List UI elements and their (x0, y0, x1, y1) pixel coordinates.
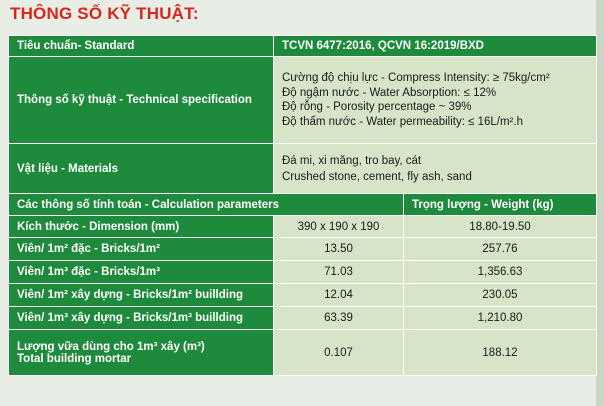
spec-absorption: Độ ngậm nước - Water Absorption: ≤ 12% (282, 86, 497, 99)
row-value: 12.04 (274, 284, 404, 307)
materials-en: Crushed stone, cement, fly ash, sand (282, 170, 472, 183)
spec-permeability: Độ thấm nước - Water permeability: ≤ 16L/m².h (282, 115, 523, 128)
table-row (9, 307, 597, 330)
row-weight: 230.05 (404, 284, 597, 307)
row-label: Kích thước - Dimension (mm) (9, 216, 274, 238)
background-strip (596, 0, 604, 406)
technical-values (274, 57, 597, 144)
spec-porosity: Độ rỗng - Porosity percentage ~ 39% (282, 101, 472, 113)
calc-header-row (9, 194, 597, 216)
page-title: THÔNG SỐ KỸ THUẬT: (10, 4, 199, 23)
materials-vi: Đá mi, xi măng, tro bay, cát (282, 154, 422, 167)
technical-row (9, 57, 597, 144)
materials-label: Vật liệu - Materials (9, 144, 274, 194)
row-label: Viên/ 1m² đặc - Bricks/1m² (9, 238, 274, 261)
spec-compress: Cường độ chịu lực - Compress Intensity: ≥ 75kg/cm² (282, 72, 550, 84)
weight-header: Trọng lượng - Weight (kg) (404, 194, 597, 216)
row-weight: 1,210.80 (404, 307, 597, 330)
standard-value: TCVN 6477:2016, QCVN 16:2019/BXD (274, 36, 597, 57)
row-value: 71.03 (274, 261, 404, 284)
table-row (9, 261, 597, 284)
row-weight: 18.80-19.50 (404, 216, 597, 238)
row-weight: 257.76 (404, 238, 597, 261)
calc-header-label: Các thông số tính toán - Calculation parameters (9, 194, 404, 216)
row-value: 390 x 190 x 190 (274, 216, 404, 238)
materials-row (9, 144, 597, 194)
row-label: Viên/ 1m³ đặc - Bricks/1m³ (9, 261, 274, 284)
row-label: Viên/ 1m³ xây dựng - Bricks/1m³ buillding (9, 307, 274, 330)
mortar-label-vi: Lượng vữa dùng cho 1m³ xây (m³) (17, 340, 205, 353)
table-row (9, 216, 597, 238)
technical-label: Thông số kỹ thuật - Technical specification (9, 57, 274, 144)
row-value: 63.39 (274, 307, 404, 330)
row-weight: 1,356.63 (404, 261, 597, 284)
mortar-value: 0.107 (274, 330, 404, 376)
mortar-weight: 188.12 (404, 330, 597, 376)
table-row (9, 284, 597, 307)
standard-label: Tiêu chuẩn- Standard (9, 36, 274, 57)
row-value: 13.50 (274, 238, 404, 261)
mortar-row (9, 330, 597, 376)
mortar-label-en: Total building mortar (17, 352, 132, 365)
table-row (9, 238, 597, 261)
materials-values (274, 144, 597, 194)
standard-row (9, 36, 597, 57)
row-label: Viên/ 1m² xây dựng - Bricks/1m² buillding (9, 284, 274, 307)
spec-table (8, 35, 597, 376)
mortar-label (9, 330, 274, 376)
